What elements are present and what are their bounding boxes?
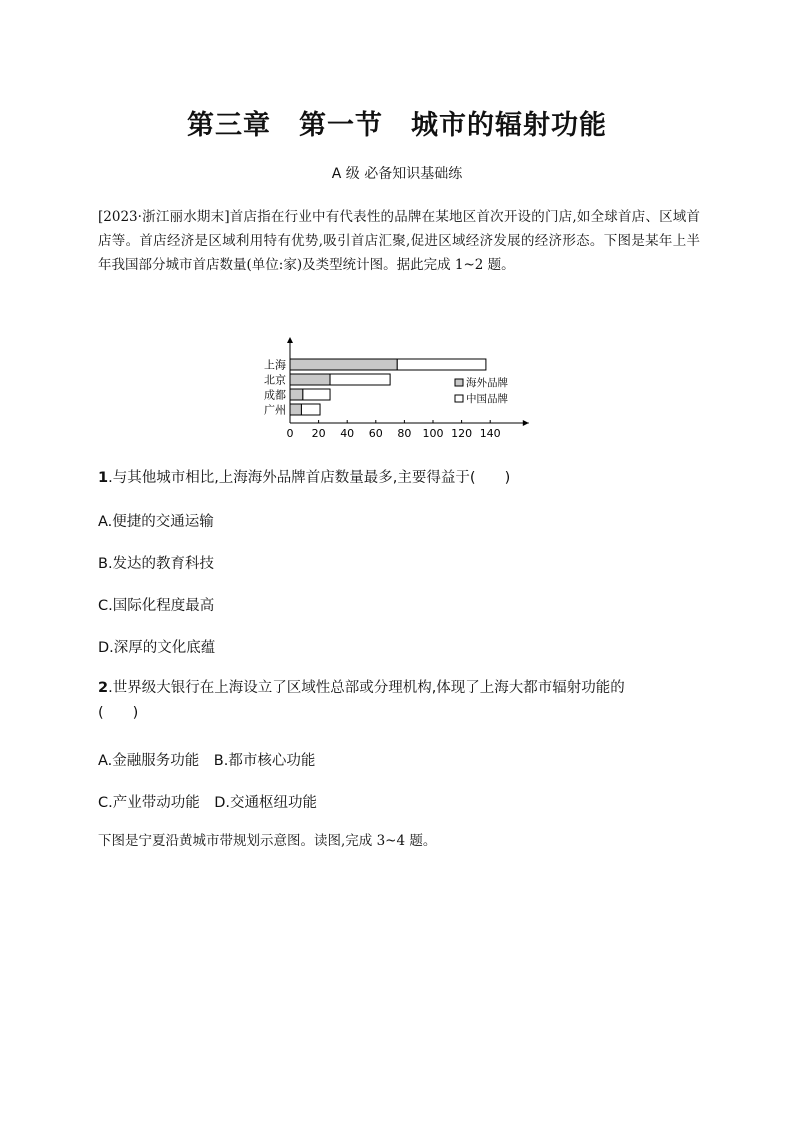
question-2-options-row-2[interactable]: C.产业带动功能 D.交通枢纽功能 bbox=[98, 795, 318, 811]
x-tick-label: 80 bbox=[397, 427, 412, 440]
x-tick-label: 120 bbox=[451, 427, 473, 440]
bar-domestic bbox=[330, 374, 390, 385]
legend-swatch bbox=[455, 395, 463, 402]
bar-overseas bbox=[290, 404, 301, 415]
x-tick-label: 20 bbox=[311, 427, 326, 440]
next-section-intro: 下图是宁夏沿黄城市带规划示意图。读图,完成 3~4 题。 bbox=[98, 833, 437, 849]
question-1-option-b[interactable]: B.发达的教育科技 bbox=[98, 556, 215, 572]
question-2 bbox=[98, 676, 700, 726]
question-1-option-d[interactable]: D.深厚的文化底蕴 bbox=[98, 640, 216, 656]
x-tick-label: 60 bbox=[368, 427, 383, 440]
bar-chart bbox=[250, 333, 550, 448]
page-title: 第三章 第一节 城市的辐射功能 bbox=[187, 110, 607, 141]
bar-overseas bbox=[290, 359, 397, 370]
question-1 bbox=[98, 466, 700, 491]
question-1-stem: .与其他城市相比,上海海外品牌首店数量最多,主要得益于( ) bbox=[108, 470, 511, 486]
intro-paragraph: [2023·浙江丽水期末]首店指在行业中有代表性的品牌在某地区首次开设的门店,如全球首店、区域首店等。首店经济是区域利用特有优势,吸引首店汇聚,促进区域经济发展的经济形态。下图是某年上半年我国部分城市首店数量(单位:家)及类型统计图。据此完成 1~2 题。 bbox=[98, 209, 700, 273]
bar-domestic bbox=[301, 404, 320, 415]
bar-overseas bbox=[290, 389, 303, 400]
x-tick-label: 140 bbox=[479, 427, 501, 440]
question-1-option-c[interactable]: C.国际化程度最高 bbox=[98, 598, 215, 614]
question-2-number: 2 bbox=[98, 680, 109, 696]
legend-label: 中国品牌 bbox=[466, 393, 508, 405]
x-axis-arrow bbox=[523, 420, 529, 426]
x-tick-label: 40 bbox=[340, 427, 355, 440]
category-label: 成都 bbox=[264, 388, 286, 402]
bar-domestic bbox=[397, 359, 486, 370]
bar-overseas bbox=[290, 374, 330, 385]
x-tick-label: 100 bbox=[422, 427, 444, 440]
bar-domestic bbox=[303, 389, 330, 400]
category-label: 上海 bbox=[264, 358, 286, 372]
category-label: 广州 bbox=[264, 403, 286, 417]
section-subtitle: A 级 必备知识基础练 bbox=[331, 166, 463, 182]
question-2-options-row-1[interactable]: A.金融服务功能 B.都市核心功能 bbox=[98, 753, 316, 769]
y-axis-arrow bbox=[287, 337, 293, 343]
legend-swatch bbox=[455, 379, 463, 386]
category-label: 北京 bbox=[264, 373, 286, 387]
x-tick-label: 0 bbox=[286, 427, 294, 440]
question-2-stem: .世界级大银行在上海设立了区域性总部或分理机构,体现了上海大都市辐射功能的 ( ) bbox=[98, 680, 625, 721]
question-1-number: 1 bbox=[98, 470, 109, 486]
legend-label: 海外品牌 bbox=[466, 377, 508, 389]
question-1-option-a[interactable]: A.便捷的交通运输 bbox=[98, 514, 214, 530]
